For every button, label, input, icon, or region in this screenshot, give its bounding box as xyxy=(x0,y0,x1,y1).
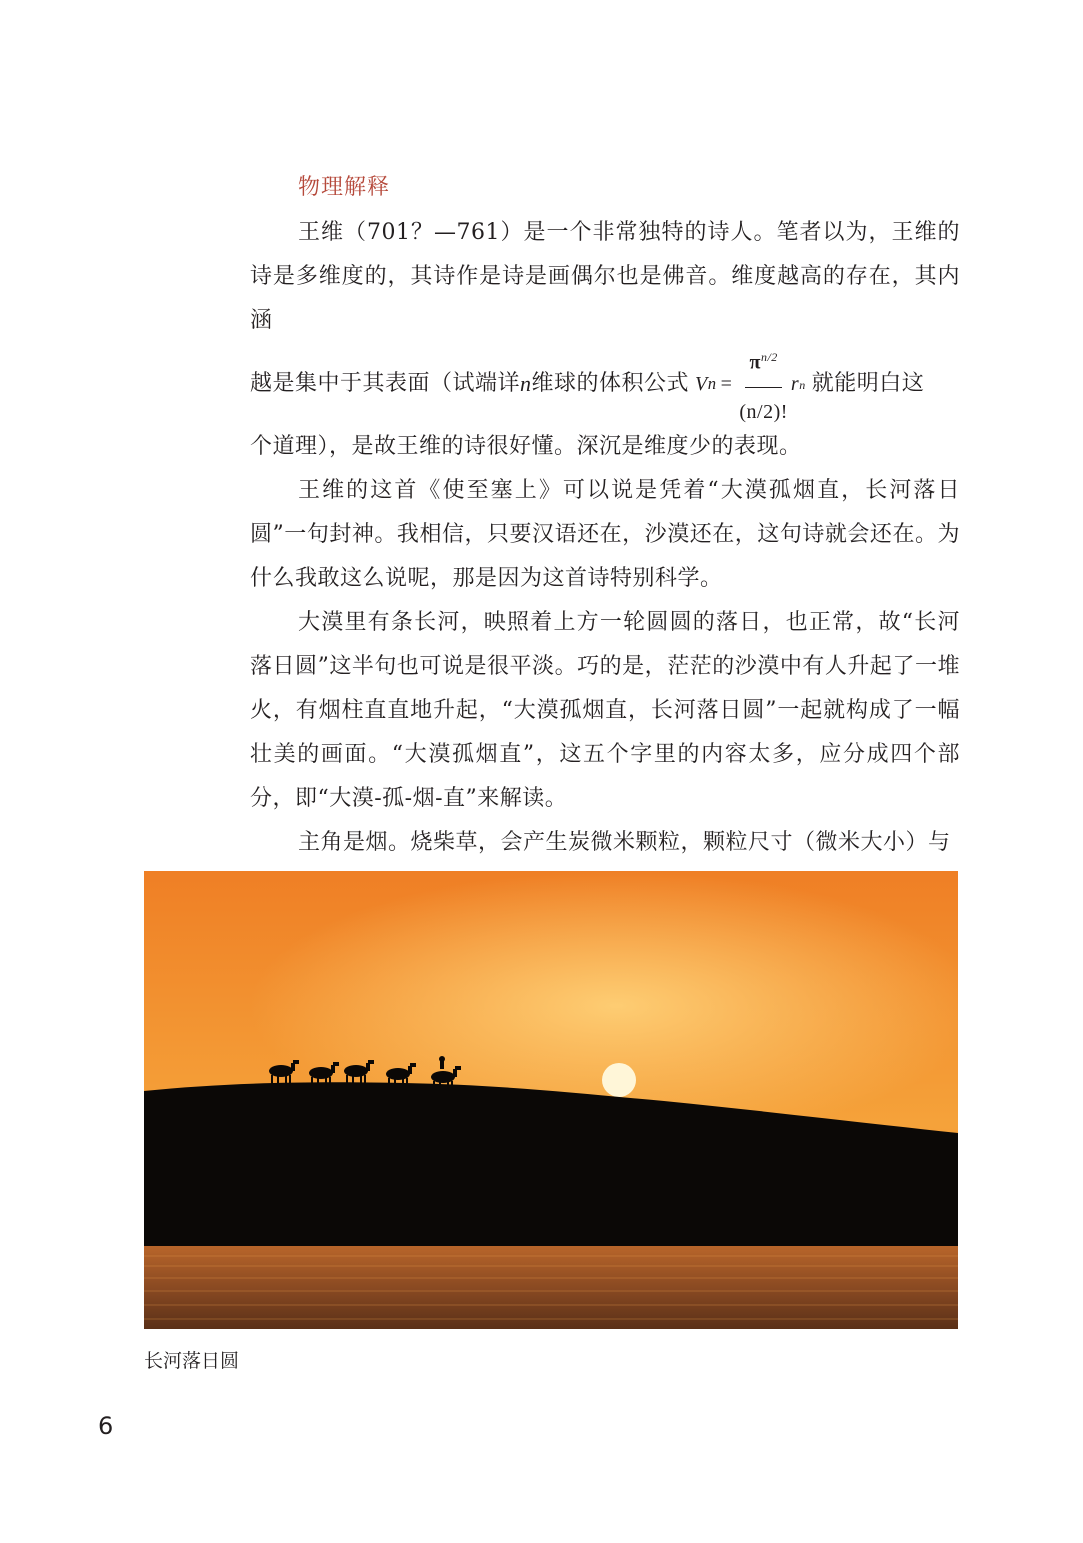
figure-caption: 长河落日圆 xyxy=(144,1350,240,1372)
formula-rhs: r xyxy=(790,373,800,395)
page-number: 6 xyxy=(98,1412,114,1440)
paragraph-2: 王维的这首《使至塞上》可以说是凭着“大漠孤烟直，长河落日圆”一句封神。我相信，只要汉语还在，沙漠还在，这句诗就会还在。为什么我敢这么说呢，那是因为这首诗特别科学。 xyxy=(250,478,960,591)
paragraph-1-formula-line xyxy=(250,345,960,423)
paragraph-1b-n: n xyxy=(520,371,532,396)
formula-num-exp: n/2 xyxy=(760,350,778,365)
paragraph-3: 大漠里有条长河，映照着上方一轮圆圆的落日，也正常，故“长河落日圆”这半句也可说是很平淡。巧的是，茫茫的沙漠中有人升起了一堆火，有烟柱直直地升起，“大漠孤烟直，长河落日圆”一起就构成了一幅壮美的画面。“大漠孤烟直”，这五个字里的内容太多，应分成四个部分，即“大漠-孤-烟-直”来解读。 xyxy=(250,610,960,811)
formula-num-base: π xyxy=(749,351,761,374)
formula-denominator: (n/2)! xyxy=(739,400,788,423)
paragraph-1c: 个道理），是故王维的诗很好懂。深沉是维度少的表现。 xyxy=(250,434,802,459)
formula-lhs: V xyxy=(695,373,708,395)
paragraph-1b-after: 就能明白这 xyxy=(811,371,925,396)
formula-lhs-sub: n xyxy=(707,374,717,393)
paragraph-1a: 王维（701？—761）是一个非常独特的诗人。笔者以为，王维的诗是多维度的，其诗作是诗是画偶尔也是佛音。维度越高的存在，其内涵 xyxy=(250,220,960,333)
formula-eq: = xyxy=(720,373,733,395)
sunset-desert-photo xyxy=(144,871,958,1329)
photo-water xyxy=(144,1246,958,1329)
formula-numerator xyxy=(745,334,781,388)
formula-rhs-exp: n xyxy=(799,377,806,392)
body-text xyxy=(250,211,960,865)
section-title: 物理解释 xyxy=(298,175,391,200)
paragraph-1b-before: 越是集中于其表面（试端详 xyxy=(250,371,521,396)
ball-volume-formula xyxy=(695,334,806,434)
paragraph-1b-mid: 维球的体积公式 xyxy=(531,371,690,396)
paragraph-4: 主角是烟。烧柴草，会产生炭微米颗粒，颗粒尺寸（微米大小）与 xyxy=(298,830,951,855)
photo-sun xyxy=(602,1063,636,1097)
formula-fraction xyxy=(739,334,788,434)
